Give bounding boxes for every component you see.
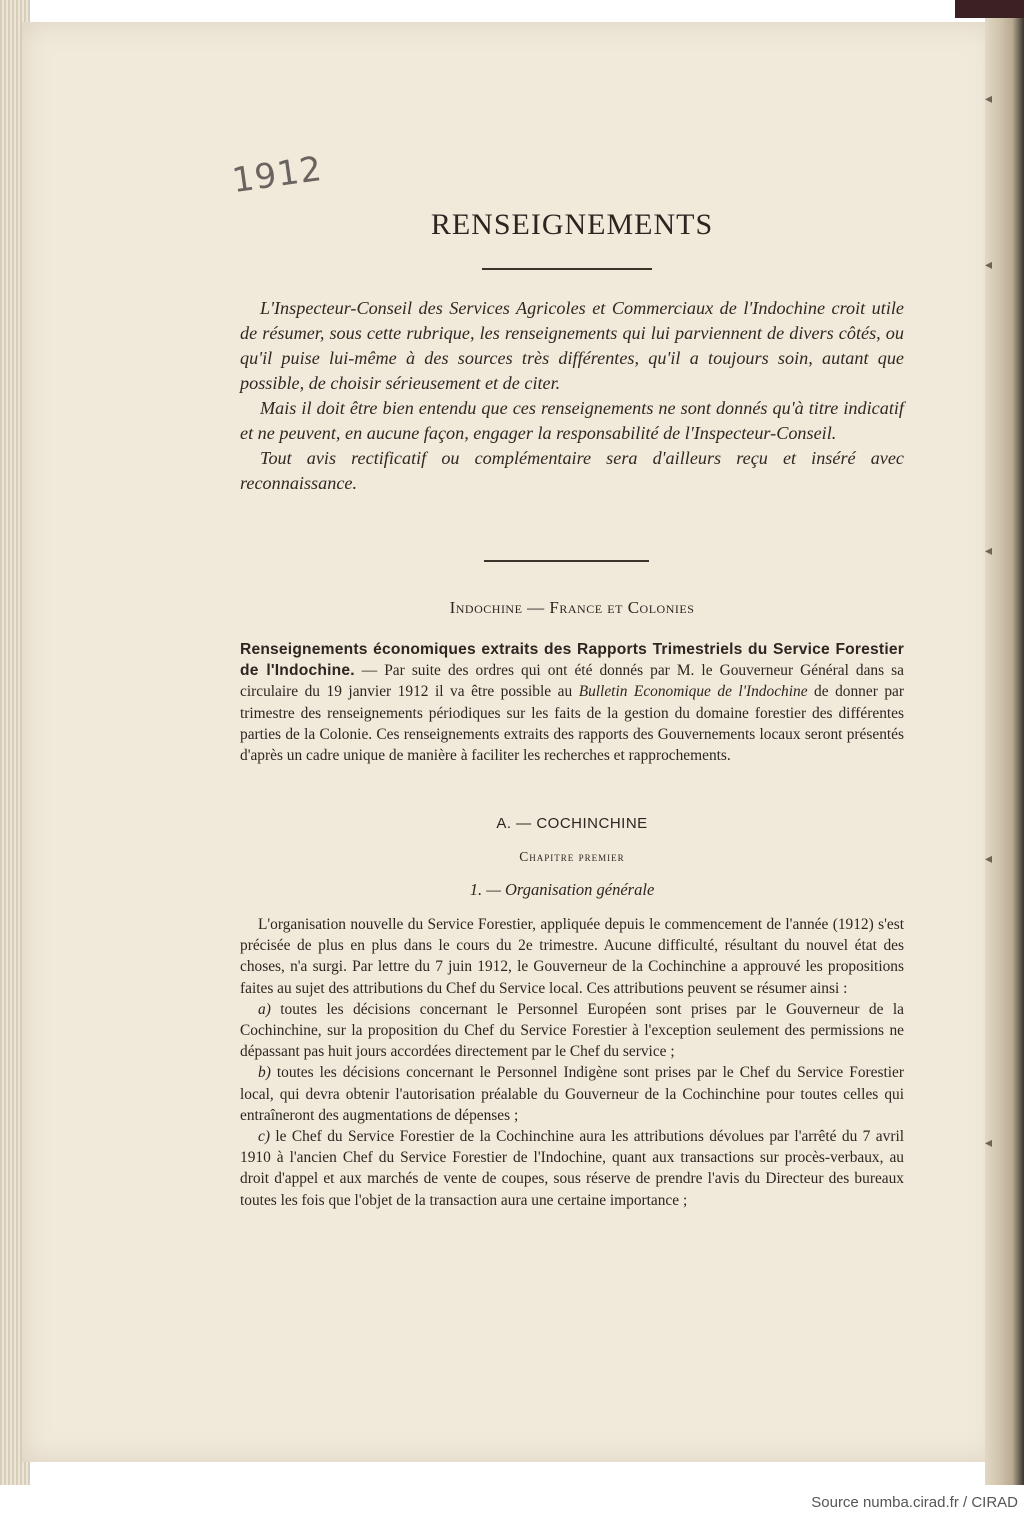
title-rule	[482, 268, 652, 270]
lead-text: — Par suite des ordres qui ont été donnés par M. le Gouverneur Général dans sa circulaire du 19 janvier 1912 il va être possible au	[240, 662, 904, 701]
source-credit: Source numba.cirad.fr / CIRAD	[811, 1494, 1018, 1511]
binding-corner	[955, 0, 1024, 18]
page-title: RENSEIGNEMENTS	[430, 208, 714, 241]
edge-notch: ◂	[985, 544, 993, 559]
chapter-heading: Chapitre premier	[519, 849, 625, 864]
list-item-c	[240, 1126, 904, 1211]
organisation-heading: 1. — Organisation générale	[469, 880, 655, 899]
intro-paragraph: Tout avis rectificatif ou complémentaire sera d'ailleurs reçu et inséré avec reconnaissance.	[240, 448, 904, 493]
subsection-heading: A. — COCHINCHINE	[496, 815, 648, 832]
body-paragraph: L'organisation nouvelle du Service Forestier, appliquée depuis le commencement de l'année (1912) s'est précisée de plus en plus dans le cours du 2e trimestre. Aucune difficulté, résultant du nouvel état des choses, n'a surgi. Par lettre du 7 juin 1912, le Gouverneur de la Cochinchine a approuvé les propositions faites au sujet des attributions du Chef du Service local. Ces attributions peuvent se résumer ainsi :	[240, 916, 904, 997]
item-marker: c)	[258, 1128, 270, 1146]
item-marker: b)	[258, 1064, 271, 1082]
bulletin-name: Bulletin Economique de l'Indochine	[578, 683, 808, 701]
lead-paragraph	[240, 639, 904, 766]
intro-block	[240, 296, 904, 496]
organisation-body	[240, 914, 904, 1211]
lead-bold-title: Renseignements économiques extraits des Rapports Trimestriels du Service Forestier de l'Indochine.	[240, 641, 904, 680]
intro-paragraph: Mais il doit être bien entendu que ces renseignements ne sont donnés qu'à titre indicatif et ne peuvent, en aucune façon, engager la responsabilité de l'Inspecteur-Conseil.	[240, 398, 904, 443]
edge-notch: ◂	[985, 1136, 993, 1151]
intro-paragraph: L'Inspecteur-Conseil des Services Agricoles et Commerciaux de l'Indochine croit utile de résumer, sous cette rubrique, les renseignements qui lui parviennent de divers côtés, ou qu'il puise lui-même à des sources très différentes, qu'il a toujours soin, autant que possible, de choisir sérieusement et de citer.	[240, 298, 904, 393]
lead-text-continued: de donner par trimestre des renseignements périodiques sur les faits de la gestion du domaine forestier des différentes parties de la Colonie. Ces renseignements extraits des rapports des Gouvernements locaux seront présentés d'après un cadre unique de manière à faciliter les recherches et rapprochements.	[240, 683, 904, 765]
item-text: toutes les décisions concernant le Personnel Indigène sont prises par le Chef du Service Forestier local, qui devra obtenir l'autorisation préalable du Gouverneur de la Cochinchine pour toutes celles qui entraîneront des augmentations de dépenses ;	[240, 1064, 904, 1124]
item-marker: a)	[258, 1000, 271, 1018]
section-rule	[484, 560, 649, 562]
list-item-b	[240, 1062, 904, 1126]
list-item-a	[240, 999, 904, 1063]
item-text: le Chef du Service Forestier de la Cochinchine aura les attributions dévolues par l'arrêté du 7 avril 1910 à l'ancien Chef du Service Forestier de l'Indochine, quant aux transactions sur procès-verbaux, au droit d'appel et aux marchés de vente de coupes, sous réserve de prendre l'avis du Directeur des bureaux toutes les fois que l'objet de la transaction aura une certaine importance ;	[240, 1128, 904, 1209]
section-heading: Indochine — France et Colonies	[449, 598, 695, 617]
handwritten-mark: 1912	[229, 148, 325, 202]
item-text: toutes les décisions concernant le Personnel Européen sont prises par le Gouverneur de la Cochinchine, sur la proposition du Chef du Service Forestier à l'exception seulement des permissions ne dépassant pas huit jours accordées directement par le Chef du service ;	[240, 1000, 904, 1061]
edge-notch: ◂	[985, 852, 993, 867]
edge-notch: ◂	[985, 92, 993, 107]
edge-notch: ◂	[985, 258, 993, 273]
